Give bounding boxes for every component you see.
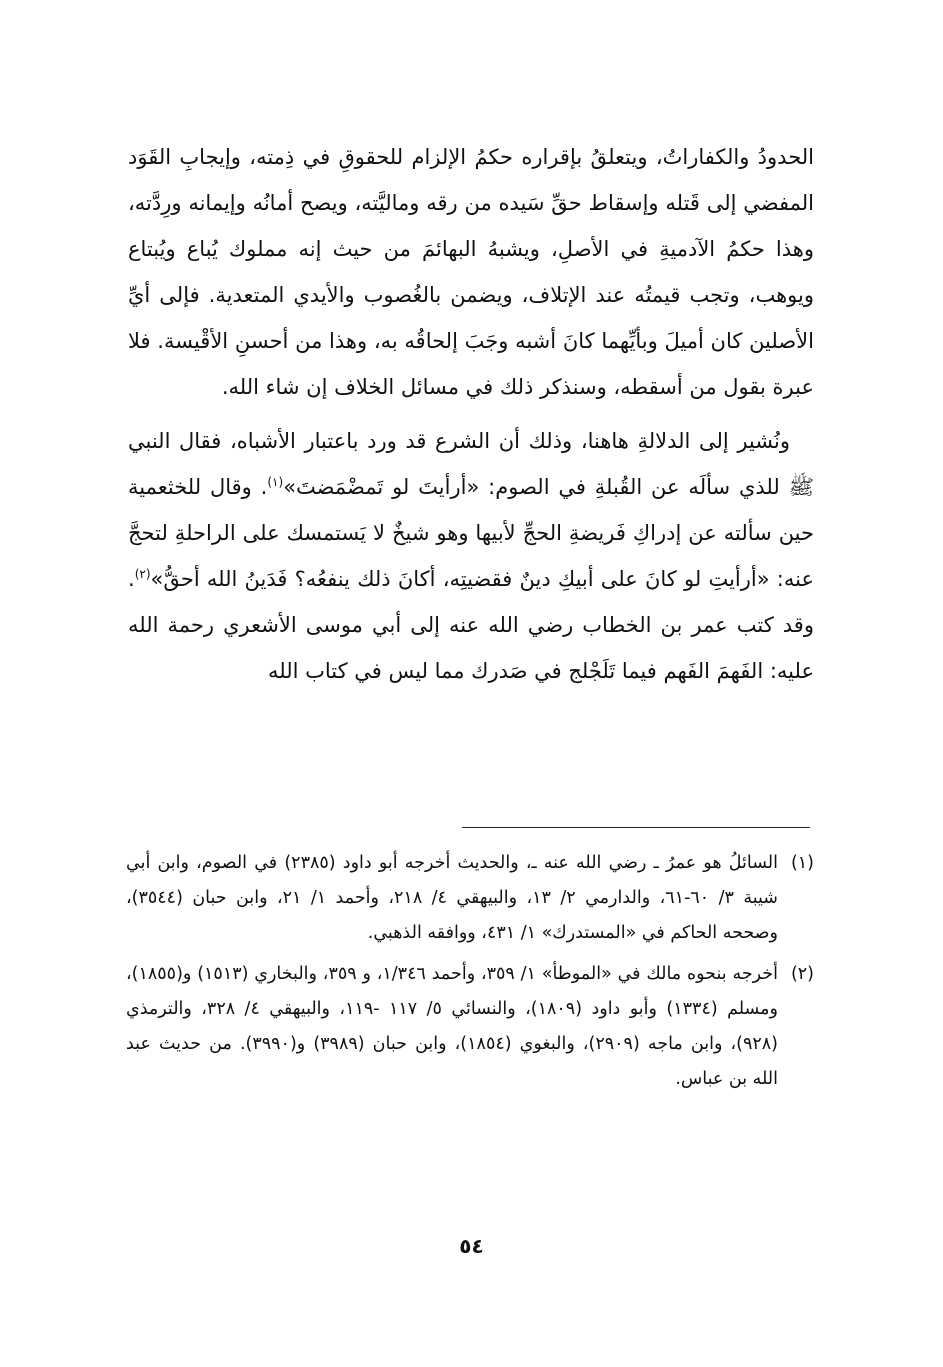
main-text bbox=[128, 134, 814, 694]
footnote-1-text: السائلُ هو عمرُ ـ رضي الله عنه ـ، والحديث أخرجه أبو داود (٢٣٨٥) في الصوم، وابن أبي شيبة ٣/ ٦٠-٦١، والدارمي ٢/ ١٣، والبيهقي ٤/ ٢١٨، وأحمد ١/ ٢١، وابن حبان (٣٥٤٤)، وصححه الحاكم في «المستدرك» ١/ ٤٣١، ووافقه الذهبي. bbox=[126, 853, 779, 943]
footnote-2 bbox=[126, 957, 814, 1097]
paragraph-2-text-part-3: . وقد كتب عمر بن الخطاب رضي الله عنه إلى أبي موسى الأشعري رحمة الله عليه: الفَهمَ الفَهم فيما تَلَجْلج في صَدرك مما ليس في كتاب الله bbox=[128, 567, 814, 683]
paragraph-1 bbox=[128, 134, 814, 410]
paragraph-2 bbox=[128, 418, 814, 694]
footnote-2-number: (٢) bbox=[790, 964, 814, 984]
footnote-ref-2[interactable]: (٢) bbox=[134, 567, 151, 581]
paragraph-2-text-part-1: ونُشير إلى الدلالةِ هاهنا، وذلك أن الشرع قد ورد باعتبار الأشباه، فقال النبي ﷺ للذي سألَه عن القُبلةِ في الصوم: «أرأيتَ لو تَمضْمَضتَ» bbox=[128, 429, 814, 499]
footnotes bbox=[126, 846, 814, 1103]
footnote-2-text: أخرجه بنحوه مالك في «الموطأ» ١/ ٣٥٩، وأحمد ١/٣٤٦، و ٣٥٩، والبخاري (١٥١٣) و(١٨٥٥)، ومسلم (١٣٣٤) وأبو داود (١٨٠٩)، والنسائي ٥/ ١١٧ -١١٩، والبيهقي ٤/ ٣٢٨، والترمذي (٩٢٨)، وابن ماجه (٢٩٠٩)، والبغوي (١٨٥٤)، وابن حبان (٣٩٨٩) و(٣٩٩٠). من حديث عبد الله بن عباس. bbox=[126, 964, 778, 1089]
footnote-1 bbox=[126, 846, 814, 951]
footnote-1-number: (١) bbox=[790, 853, 814, 873]
page-number: ٥٤ bbox=[459, 1234, 484, 1258]
footnote-ref-1[interactable]: (١) bbox=[267, 475, 284, 489]
paragraph-1-text: الحدودُ والكفاراتُ، ويتعلقُ بإقراره حكمُ الإلزام للحقوقِ في ذِمته، وإيجابِ القَوَد المفضي إلى قَتله وإسقاط حقِّ سَيده من رقه وماليَّته، ويصح أمانُه وإيمانه ورِدَّته، وهذا حكمُ الآدميةِ في الأصلِ، ويشبهُ البهائمَ من حيث إنه مملوك يُباع ويُبتاع ويوهب، وتجب قيمتُه عند الإتلاف، ويضمن بالغُصوب والأيدي المتعدية. فإلى أيِّ الأصلين كان أميلَ وبأيِّهما كانَ أشبه وجَبَ إلحاقُه به، وهذا من أحسنِ الأقْيسة. فلا عبرة بقول من أسقطه، وسنذكر ذلك في مسائل الخلاف إن شاء الله. bbox=[128, 145, 814, 399]
footnote-separator bbox=[462, 827, 810, 828]
paragraph-2-text-part-2: . وقال للخثعمية حين سألته عن إدراكِ فَريضةِ الحجِّ لأبيها وهو شيخٌ لا يَستمسك على الراحلةِ لتحجَّ عنه: «أرأيتِ لو كانَ على أبيكِ دينٌ فقضيتِه، أكانَ ذلك ينفعُه؟ فَدَينُ الله أحقُّ» bbox=[128, 475, 814, 591]
